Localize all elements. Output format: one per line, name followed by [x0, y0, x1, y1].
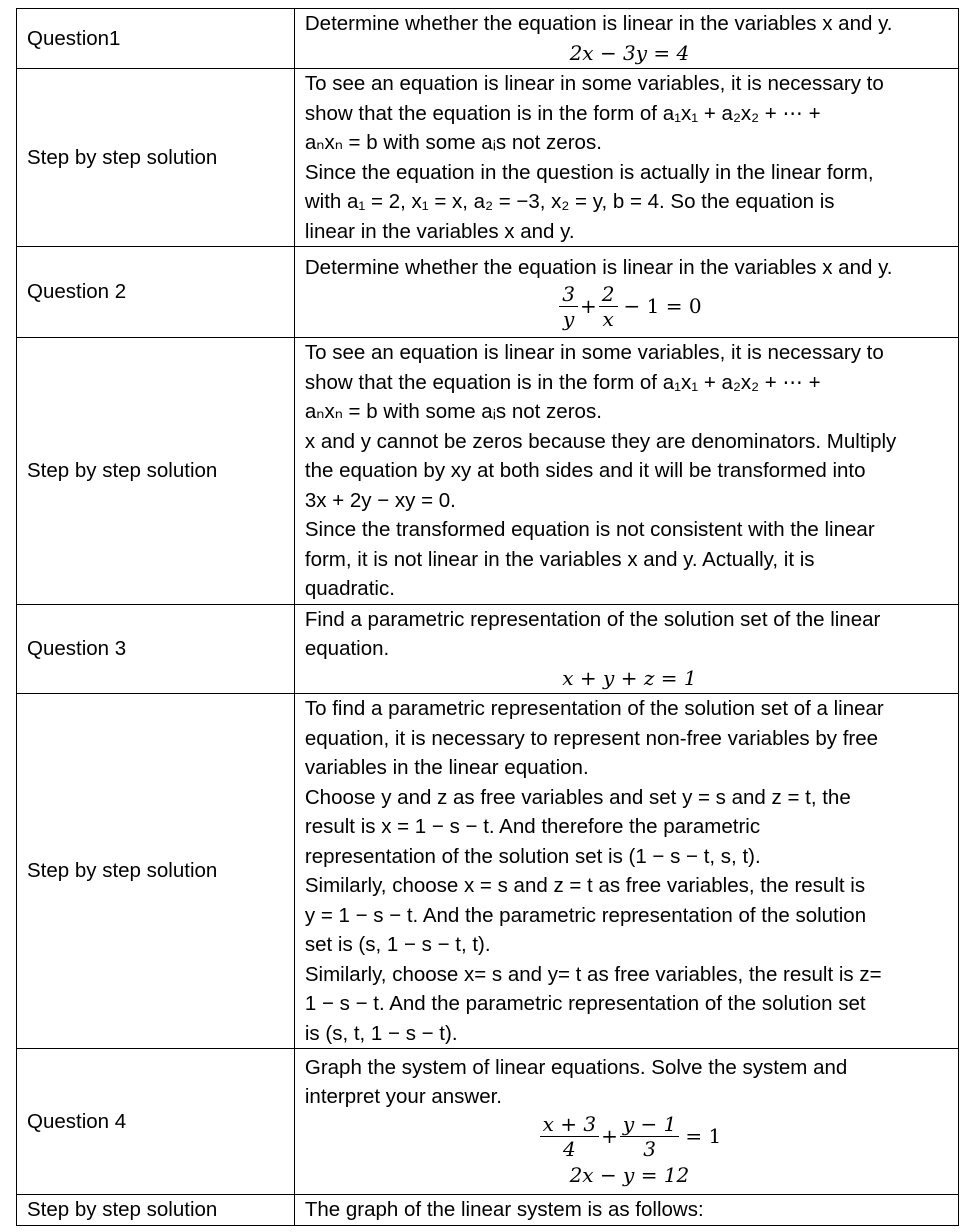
text-line: To find a parametric representation of the solution set of a linear [304, 697, 884, 720]
text-line: Find a parametric representation of the solution set of the linear [304, 607, 881, 631]
text-line: Graph the system of linear equations. Solve the system and [304, 1055, 848, 1079]
text-line: x and y cannot be zeros because they are denominators. Multiply [304, 429, 897, 453]
operator: + [601, 1123, 618, 1148]
text-line: is (s, t, 1 − s − t). [304, 1021, 458, 1045]
text-line: linear in the variables x and y. [304, 219, 575, 243]
solution-row [17, 69, 959, 247]
text-line: equation. [304, 637, 390, 660]
text-line: aₙxₙ = b with some aᵢs not zeros. [304, 400, 602, 423]
row-label: Step by step solution [17, 338, 295, 605]
text-line: with a₁ = 2, x₁ = x, a₂ = −3, x₂ = y, b = 4. So the equation is [304, 190, 835, 213]
text-line: To see an equation is linear in some variables, it is necessary to [304, 341, 884, 364]
text-line: Since the equation in the question is actually in the linear form, [304, 160, 874, 184]
question-row [17, 604, 959, 694]
numerator: y − 1 [620, 1112, 680, 1137]
text-line: variables in the linear equation. [304, 756, 589, 779]
text-line: Similarly, choose x = s and z = t as free variables, the result is [304, 874, 866, 897]
equation: 2x − y = 12 [569, 1162, 690, 1187]
text-line: Determine whether the equation is linear in the variables x and y. [304, 12, 893, 35]
numerator: x + 3 [540, 1112, 599, 1137]
denominator: 4 [563, 1136, 576, 1161]
row-content [294, 338, 958, 605]
row-content [294, 247, 958, 338]
text-line: show that the equation is in the form of a₁x₁ + a₂x₂ + ⋯ + [304, 101, 821, 125]
row-content [294, 1195, 958, 1226]
row-content [294, 1049, 958, 1195]
denominator: y [563, 307, 575, 332]
equation: x + y + z = 1 [562, 665, 697, 690]
row-label: Question 4 [17, 1049, 295, 1195]
row-label: Step by step solution [17, 69, 295, 247]
row-label: Question1 [17, 9, 295, 69]
numerator: 3 [559, 282, 578, 307]
text-line: the equation by xy at both sides and it will be transformed into [304, 459, 866, 482]
row-content [294, 9, 958, 69]
text-line: equation, it is necessary to represent non-free variables by free [304, 726, 879, 750]
fraction-equation [305, 282, 954, 331]
equation-rest: − 1 = 0 [623, 294, 702, 319]
operator: + [580, 294, 597, 319]
row-label: Question 2 [17, 247, 295, 338]
text-line: representation of the solution set is (1 − s − t, s, t). [304, 844, 761, 868]
text-line: result is x = 1 − s − t. And therefore the parametric [304, 815, 761, 838]
text-line: 3x + 2y − xy = 0. [304, 488, 456, 512]
text-line: Since the transformed equation is not consistent with the linear [304, 518, 875, 541]
solution-row [17, 694, 959, 1049]
row-label: Question 3 [17, 604, 295, 694]
text-line: Determine whether the equation is linear in the variables x and y. [304, 255, 893, 279]
text-line: Choose y and z as free variables and set y = s and z = t, the [304, 785, 851, 809]
fraction [620, 1112, 680, 1161]
text-line: To see an equation is linear in some variables, it is necessary to [304, 72, 884, 95]
text-line: quadratic. [304, 577, 395, 600]
fraction-equation [305, 1112, 954, 1161]
question-row [17, 9, 959, 69]
denominator: 3 [643, 1136, 656, 1161]
question-row [17, 247, 959, 338]
text-line: form, it is not linear in the variables x and y. Actually, it is [304, 547, 815, 571]
text-line: y = 1 − s − t. And the parametric representation of the solution [304, 903, 867, 927]
equation-rest: = 1 [685, 1123, 722, 1148]
row-content [294, 694, 958, 1049]
text-line: 1 − s − t. And the parametric representation of the solution set [304, 992, 866, 1015]
fraction [540, 1112, 599, 1161]
question-row [17, 1049, 959, 1195]
text-line: aₙxₙ = b with some aᵢs not zeros. [304, 131, 602, 154]
denominator: x [602, 307, 614, 332]
text-line: The graph of the linear system is as follows: [304, 1198, 704, 1222]
fraction [599, 282, 618, 331]
row-label: Step by step solution [17, 694, 295, 1049]
text-line: set is (s, 1 − s − t, t). [304, 933, 491, 956]
numerator: 2 [599, 282, 618, 307]
row-content [294, 69, 958, 247]
fraction [559, 282, 578, 331]
text-line: interpret your answer. [304, 1085, 502, 1109]
qa-table [16, 8, 959, 1226]
solution-row [17, 1195, 959, 1226]
row-content [294, 604, 958, 694]
row-label: Step by step solution [17, 1195, 295, 1226]
equation: 2x − 3y = 4 [569, 40, 690, 65]
solution-row [17, 338, 959, 605]
text-line: Similarly, choose x= s and y= t as free variables, the result is z= [304, 962, 882, 986]
text-line: show that the equation is in the form of a₁x₁ + a₂x₂ + ⋯ + [304, 370, 821, 394]
